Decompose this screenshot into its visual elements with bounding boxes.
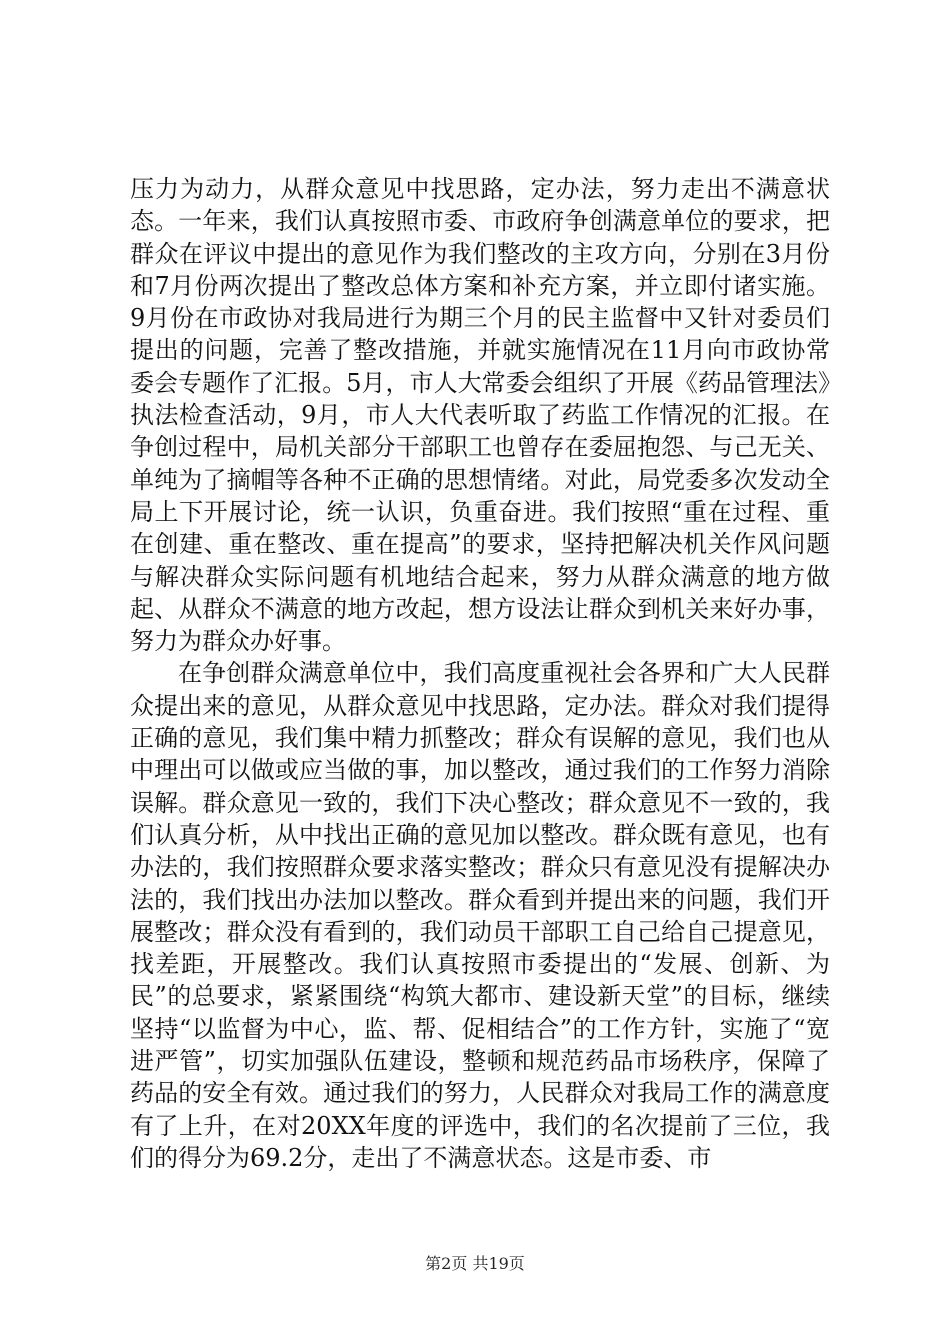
document-body [130, 173, 830, 1174]
paragraph-1: 压力为动力，从群众意见中找思路，定办法，努力走出不满意状态。一年来，我们认真按照市委、市政府争创满意单位的要求，把群众在评议中提出的意见作为我们整改的主攻方向，分别在3月份和7月份两次提出了整改总体方案和补充方案，并立即付诸实施。9月份在市政协对我局进行为期三个月的民主监督中又针对委员们提出的问题，完善了整改措施，并就实施情况在11月向市政协常委会专题作了汇报。5月，市人大常委会组织了开展《药品管理法》执法检查活动，9月，市人大代表听取了药监工作情况的汇报。在争创过程中，局机关部分干部职工也曾存在委屈抱怨、与己无关、单纯为了摘帽等各种不正确的思想情绪。对此，局党委多次发动全局上下开展讨论，统一认识，负重奋进。我们按照“重在过程、重在创建、重在整改、重在提高”的要求，坚持把解决机关作风问题与解决群众实际问题有机地结合起来，努力从群众满意的地方做起、从群众不满意的地方改起，想方设法让群众到机关来好办事，努力为群众办好事。 [130, 175, 830, 656]
paragraph-2: 在争创群众满意单位中，我们高度重视社会各界和广大人民群众提出来的意见，从群众意见中找思路，定办法。群众对我们提得正确的意见，我们集中精力抓整改；群众有误解的意见，我们也从中理出可以做或应当做的事，加以整改，通过我们的工作努力消除误解。群众意见一致的，我们下决心整改；群众意见不一致的，我们认真分析，从中找出正确的意见加以整改。群众既有意见，也有办法的，我们按照群众要求落实整改；群众只有意见没有提解决办法的，我们找出办法加以整改。群众看到并提出来的问题，我们开展整改；群众没有看到的，我们动员干部职工自己给自己提意见，找差距，开展整改。我们认真按照市委提出的“发展、创新、为民”的总要求，紧紧围绕“构筑大都市、建设新天堂”的目标，继续坚持“以监督为中心，监、帮、促相结合”的工作方针，实施了“宽进严管”，切实加强队伍建设，整顿和规范药品市场秩序，保障了药品的安全有效。通过我们的努力，人民群众对我局工作的满意度有了上升，在对20XX年度的评选中，我们的名次提前了三位，我们的得分为69.2分，走出了不满意状态。这是市委、市 [130, 659, 830, 1172]
page-footer: 第2页 共19页 [425, 1254, 525, 1273]
